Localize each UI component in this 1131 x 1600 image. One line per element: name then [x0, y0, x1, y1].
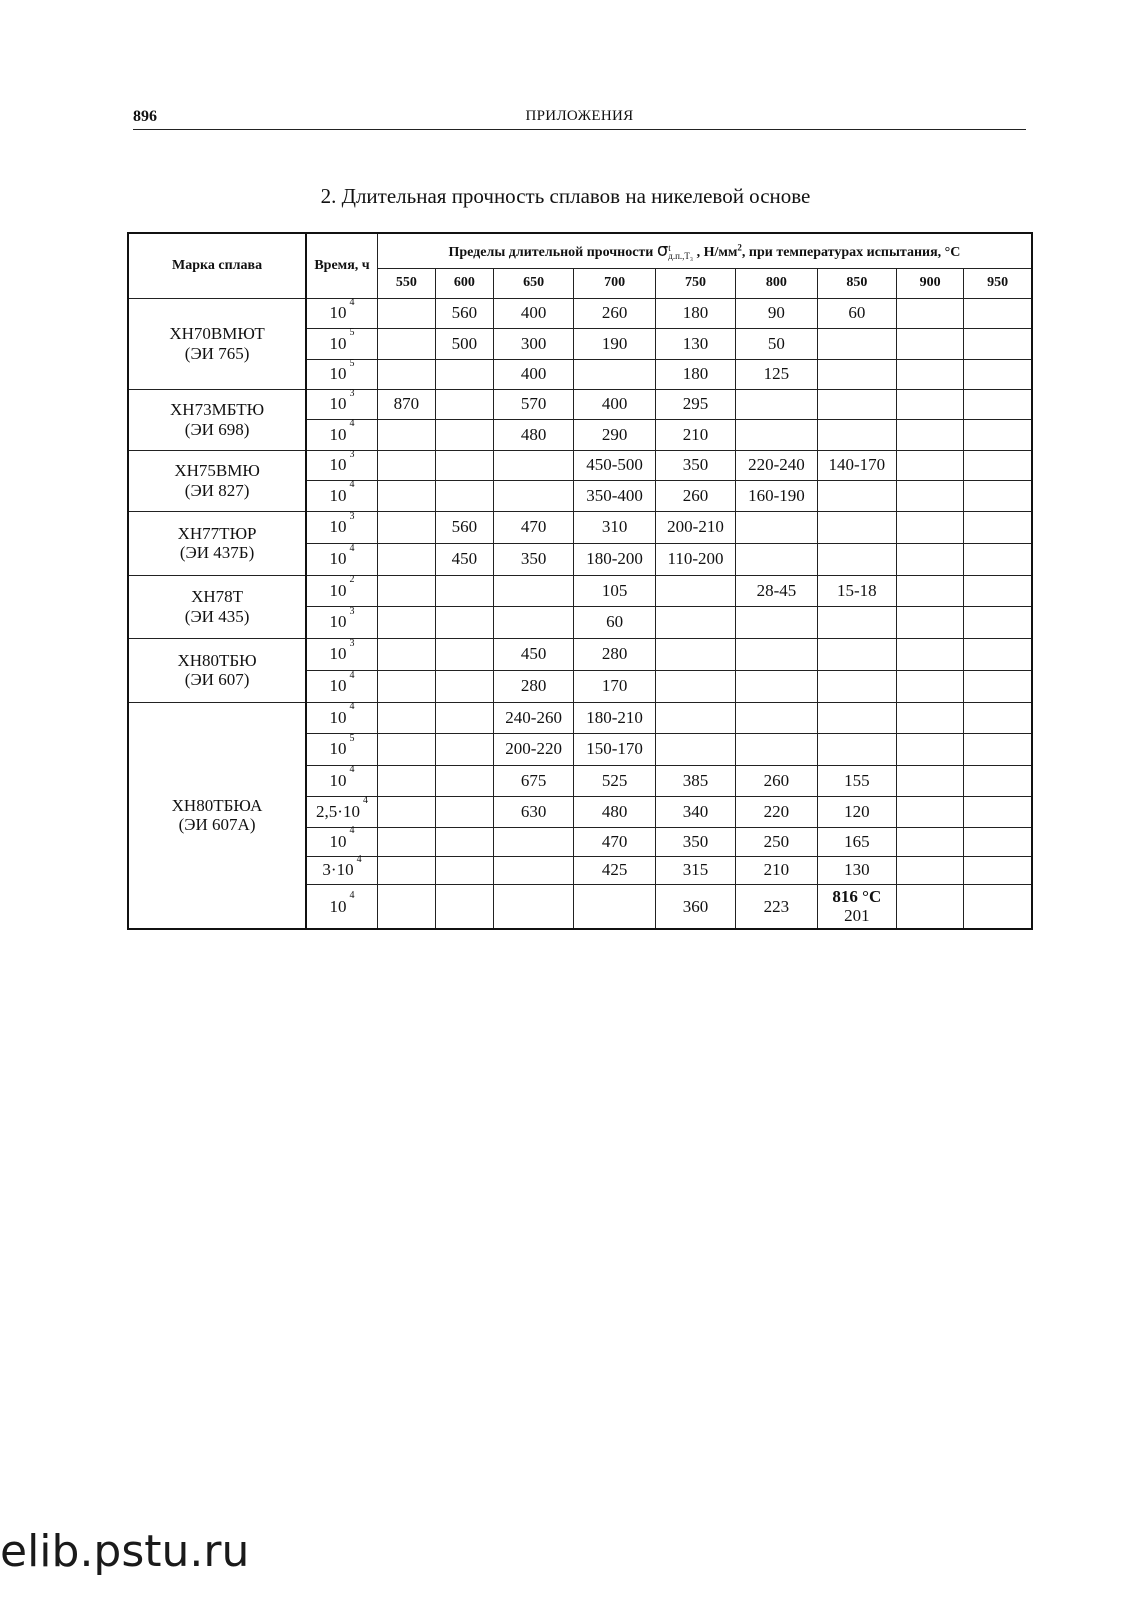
value-cell-800	[736, 606, 817, 638]
value-cell-850	[817, 480, 896, 511]
running-title: ПРИЛОЖЕНИЯ	[525, 108, 634, 124]
value-cell-700: 150-170	[574, 733, 655, 765]
header-temp-600: 600	[435, 268, 493, 298]
header-limits-end: , при температурах испытания, °С	[741, 244, 961, 260]
value-cell-650: 280	[493, 670, 573, 702]
value-cell-550	[377, 884, 435, 929]
value-cell-650: 350	[493, 543, 573, 575]
special-temp-value: 201	[844, 906, 870, 926]
value-cell-650	[493, 606, 573, 638]
time-exponent: 4	[349, 669, 355, 681]
time-cell	[306, 511, 377, 543]
value-cell-750: 350	[655, 827, 735, 856]
alloy-grade-code: (ЭИ 607)	[184, 670, 250, 689]
alloy-grade	[128, 511, 306, 575]
value-cell-600: 560	[435, 511, 493, 543]
value-cell-850	[817, 328, 896, 359]
value-cell-600	[435, 606, 493, 638]
value-cell-950	[964, 450, 1032, 480]
value-cell-750: 200-210	[655, 511, 735, 543]
value-cell-550	[377, 543, 435, 575]
value-cell-850: 140-170	[817, 450, 896, 480]
value-cell-800	[736, 543, 817, 575]
value-cell-600	[435, 450, 493, 480]
sigma-sub: д.п.,T₃	[668, 251, 694, 262]
sigma-symbol: σ	[656, 239, 669, 261]
value-cell-950	[964, 298, 1032, 328]
value-cell-800	[736, 733, 817, 765]
alloy-grade-name: ХН77ТЮР	[177, 523, 257, 543]
value-cell-550	[377, 856, 435, 884]
value-cell-950	[964, 511, 1032, 543]
time-cell	[306, 359, 377, 389]
value-cell-800: 125	[736, 359, 817, 389]
special-temp-label: 816 °С	[832, 887, 882, 907]
value-cell-750	[655, 638, 735, 670]
value-cell-650: 470	[493, 511, 573, 543]
time-cell	[306, 827, 377, 856]
value-cell-550	[377, 638, 435, 670]
alloy-grade-name: ХН70ВМЮТ	[169, 324, 265, 344]
value-cell-900	[897, 389, 964, 419]
time-cell	[306, 702, 377, 733]
time-exponent: 4	[349, 418, 355, 430]
value-cell-850	[817, 419, 896, 450]
value-cell-950	[964, 419, 1032, 450]
value-cell-750: 180	[655, 298, 735, 328]
time-exponent: 4	[349, 542, 355, 554]
time-base: 10	[329, 424, 347, 444]
time-exponent: 3	[349, 510, 355, 522]
alloy-grade	[128, 450, 306, 511]
value-cell-700: 290	[574, 419, 655, 450]
value-cell-550	[377, 606, 435, 638]
time-cell	[306, 796, 377, 827]
value-cell-900	[897, 702, 964, 733]
value-cell-550	[377, 733, 435, 765]
time-base: 10	[329, 770, 347, 790]
time-base: 10	[329, 517, 347, 537]
time-exponent: 4	[362, 795, 368, 807]
time-exponent: 4	[349, 825, 355, 837]
value-cell-700: 480	[574, 796, 655, 827]
alloy-grade-name: ХН73МБТЮ	[170, 400, 265, 420]
time-cell	[306, 606, 377, 638]
value-cell-900	[897, 298, 964, 328]
value-cell-650: 480	[493, 419, 573, 450]
value-cell-950	[964, 796, 1032, 827]
value-cell-600: 500	[435, 328, 493, 359]
time-cell	[306, 884, 377, 929]
value-cell-650: 450	[493, 638, 573, 670]
header-grade: Марка сплава	[128, 233, 306, 298]
value-cell-750: 350	[655, 450, 735, 480]
alloy-grade-name: ХН78Т	[191, 587, 244, 607]
value-cell-550	[377, 827, 435, 856]
time-cell	[306, 298, 377, 328]
time-exponent: 3	[349, 637, 355, 649]
value-cell-900	[897, 638, 964, 670]
value-cell-650	[493, 827, 573, 856]
time-cell	[306, 450, 377, 480]
alloy-grade	[128, 298, 306, 389]
value-cell-850: 120	[817, 796, 896, 827]
value-cell-900	[897, 480, 964, 511]
value-cell-800: 90	[736, 298, 817, 328]
time-exponent: 5	[349, 327, 355, 339]
page-number: 896	[133, 108, 157, 125]
alloy-grade-code: (ЭИ 607А)	[178, 815, 256, 835]
time-cell	[306, 575, 377, 606]
table-row	[128, 511, 1032, 543]
value-cell-600	[435, 419, 493, 450]
value-cell-950	[964, 389, 1032, 419]
value-cell-750: 180	[655, 359, 735, 389]
time-base: 10	[329, 303, 347, 323]
time-exponent: 5	[349, 732, 355, 744]
value-cell-950	[964, 765, 1032, 796]
value-cell-850	[817, 511, 896, 543]
value-cell-600	[435, 480, 493, 511]
value-cell-550	[377, 328, 435, 359]
value-cell-900	[897, 606, 964, 638]
value-cell-600	[435, 765, 493, 796]
time-exponent: 2	[349, 574, 355, 586]
value-cell-900	[897, 543, 964, 575]
value-cell-650	[493, 575, 573, 606]
value-cell-550	[377, 670, 435, 702]
value-cell-750: 315	[655, 856, 735, 884]
value-cell-600	[435, 733, 493, 765]
time-base: 10	[329, 394, 347, 414]
value-cell-600	[435, 638, 493, 670]
alloy-grade-code: (ЭИ 765)	[184, 343, 250, 363]
header-limits-suffix: , Н/мм	[696, 244, 738, 260]
value-cell-800	[736, 670, 817, 702]
value-cell-750: 210	[655, 419, 735, 450]
value-cell-950	[964, 856, 1032, 884]
value-cell-950	[964, 884, 1032, 929]
value-cell-850	[817, 733, 896, 765]
value-cell-600	[435, 359, 493, 389]
value-cell-750: 110-200	[655, 543, 735, 575]
table-row	[128, 450, 1032, 480]
header-limits-pow: 2	[737, 242, 742, 253]
alloy-grade	[128, 638, 306, 702]
value-cell-700: 60	[574, 606, 655, 638]
value-cell-550	[377, 796, 435, 827]
time-cell	[306, 670, 377, 702]
value-cell-800: 250	[736, 827, 817, 856]
value-cell-600	[435, 702, 493, 733]
value-cell-800: 28-45	[736, 575, 817, 606]
value-cell-550	[377, 511, 435, 543]
value-cell-550: 870	[377, 389, 435, 419]
value-cell-950	[964, 733, 1032, 765]
header-limits-prefix: Пределы длительной прочности	[448, 244, 654, 260]
value-cell-700: 190	[574, 328, 655, 359]
value-cell-900	[897, 575, 964, 606]
strength-table	[127, 232, 1033, 930]
value-cell-700: 180-200	[574, 543, 655, 575]
header-temp-650: 650	[493, 268, 573, 298]
value-cell-600	[435, 884, 493, 929]
time-exponent: 3	[349, 387, 355, 399]
value-cell-650: 200-220	[493, 733, 573, 765]
header-temp-900: 900	[897, 268, 964, 298]
time-cell	[306, 389, 377, 419]
value-cell-600: 450	[435, 543, 493, 575]
value-cell-750: 130	[655, 328, 735, 359]
value-cell-850	[817, 606, 896, 638]
time-base: 10	[329, 549, 347, 569]
value-cell-700: 280	[574, 638, 655, 670]
value-cell-900	[897, 450, 964, 480]
value-cell-950	[964, 606, 1032, 638]
value-cell-700: 180-210	[574, 702, 655, 733]
value-cell-900	[897, 511, 964, 543]
value-cell-550	[377, 298, 435, 328]
value-cell-800	[736, 511, 817, 543]
value-cell-650: 630	[493, 796, 573, 827]
value-cell-550	[377, 575, 435, 606]
time-exponent: 3	[349, 605, 355, 617]
value-cell-550	[377, 419, 435, 450]
value-cell-600	[435, 575, 493, 606]
value-cell-800: 223	[736, 884, 817, 929]
alloy-grade-code: (ЭИ 698)	[184, 419, 250, 439]
value-cell-550	[377, 702, 435, 733]
time-base: 10	[329, 455, 347, 475]
value-cell-650: 240-260	[493, 702, 573, 733]
table-row	[128, 575, 1032, 606]
value-cell-950	[964, 359, 1032, 389]
value-cell-750: 360	[655, 884, 735, 929]
time-base: 10	[329, 896, 347, 916]
value-cell-800: 260	[736, 765, 817, 796]
alloy-grade-code: (ЭИ 437Б)	[179, 543, 255, 562]
value-cell-750	[655, 670, 735, 702]
time-base: 10	[329, 644, 347, 664]
time-exponent: 3	[349, 448, 355, 460]
time-cell	[306, 853, 377, 884]
time-base: 10	[329, 676, 347, 696]
time-exponent: 4	[349, 701, 355, 713]
time-base: 3·10	[322, 860, 354, 880]
value-cell-700: 470	[574, 827, 655, 856]
time-cell	[306, 733, 377, 765]
time-exponent: 5	[349, 357, 355, 369]
alloy-grade	[128, 575, 306, 638]
value-cell-800	[736, 702, 817, 733]
source-watermark: elib.pstu.ru	[0, 1526, 250, 1577]
time-base: 10	[329, 612, 347, 632]
value-cell-850	[817, 702, 896, 733]
value-cell-650: 400	[493, 359, 573, 389]
value-cell-950	[964, 328, 1032, 359]
value-cell-800	[736, 419, 817, 450]
value-cell-850	[817, 543, 896, 575]
time-base: 10	[329, 739, 347, 759]
time-base: 10	[329, 707, 347, 727]
time-cell	[306, 543, 377, 575]
value-cell-900	[897, 670, 964, 702]
value-cell-850	[817, 359, 896, 389]
value-cell-750: 340	[655, 796, 735, 827]
value-cell-550	[377, 765, 435, 796]
header-temp-700: 700	[574, 268, 655, 298]
value-cell-600	[435, 796, 493, 827]
value-cell-650: 570	[493, 389, 573, 419]
value-cell-850: 165	[817, 827, 896, 856]
value-cell-900	[897, 856, 964, 884]
value-cell-750	[655, 733, 735, 765]
value-cell-850	[817, 638, 896, 670]
value-cell-650	[493, 450, 573, 480]
value-cell-700: 310	[574, 511, 655, 543]
value-cell-750: 295	[655, 389, 735, 419]
value-cell-950	[964, 827, 1032, 856]
value-cell-650	[493, 480, 573, 511]
alloy-grade-name: ХН75ВМЮ	[174, 461, 260, 481]
value-cell-650: 400	[493, 298, 573, 328]
value-cell-800: 210	[736, 856, 817, 884]
time-base: 10	[329, 831, 347, 851]
value-cell-700: 525	[574, 765, 655, 796]
time-cell	[306, 638, 377, 670]
value-cell-650	[493, 856, 573, 884]
value-cell-700	[574, 884, 655, 929]
value-cell-950	[964, 543, 1032, 575]
value-cell-700: 425	[574, 856, 655, 884]
value-cell-950	[964, 575, 1032, 606]
value-cell-850: 15-18	[817, 575, 896, 606]
time-cell	[306, 480, 377, 511]
value-cell-650: 675	[493, 765, 573, 796]
time-base: 10	[329, 364, 347, 384]
value-cell-700	[574, 359, 655, 389]
time-exponent: 4	[349, 890, 355, 902]
value-cell-600	[435, 389, 493, 419]
value-cell-900	[897, 827, 964, 856]
value-cell-600: 560	[435, 298, 493, 328]
alloy-grade	[128, 702, 306, 929]
value-cell-750	[655, 702, 735, 733]
alloy-grade-code: (ЭИ 435)	[184, 606, 250, 626]
value-cell-550	[377, 450, 435, 480]
time-exponent: 4	[349, 296, 355, 308]
value-cell-750	[655, 575, 735, 606]
value-cell-700: 260	[574, 298, 655, 328]
time-base: 10	[329, 485, 347, 505]
value-cell-900	[897, 419, 964, 450]
value-cell-550	[377, 359, 435, 389]
time-cell	[306, 419, 377, 450]
time-base: 2,5·10	[316, 801, 360, 821]
value-cell-600	[435, 827, 493, 856]
time-exponent: 4	[349, 479, 355, 491]
value-cell-950	[964, 480, 1032, 511]
value-cell-900	[897, 884, 964, 929]
value-cell-850: 130	[817, 856, 896, 884]
value-cell-750: 385	[655, 765, 735, 796]
value-cell-800: 160-190	[736, 480, 817, 511]
alloy-grade	[128, 389, 306, 450]
time-exponent: 4	[349, 764, 355, 776]
alloy-grade-name: ХН80ТБЮА	[171, 796, 263, 816]
alloy-grade-name: ХН80ТБЮ	[177, 650, 257, 670]
header-temp-550: 550	[377, 268, 435, 298]
value-cell-950	[964, 702, 1032, 733]
value-cell-600	[435, 670, 493, 702]
value-cell-700: 105	[574, 575, 655, 606]
table-row	[128, 298, 1032, 328]
value-cell-700: 170	[574, 670, 655, 702]
header-temp-850: 850	[817, 268, 896, 298]
value-cell-600	[435, 856, 493, 884]
value-cell-800: 220	[736, 796, 817, 827]
value-cell-700: 400	[574, 389, 655, 419]
value-cell-950	[964, 638, 1032, 670]
value-cell-900	[897, 328, 964, 359]
time-base: 10	[329, 333, 347, 353]
time-cell	[306, 765, 377, 796]
header-temp-800: 800	[736, 268, 817, 298]
value-cell-800: 50	[736, 328, 817, 359]
running-header	[133, 105, 1026, 130]
value-cell-650: 300	[493, 328, 573, 359]
value-cell-800	[736, 638, 817, 670]
header-temp-750: 750	[655, 268, 735, 298]
table-row	[128, 389, 1032, 419]
header-temp-950: 950	[964, 268, 1032, 298]
value-cell-900	[897, 796, 964, 827]
time-exponent: 4	[356, 853, 362, 865]
value-cell-750	[655, 606, 735, 638]
value-cell-900	[897, 765, 964, 796]
header-limits	[377, 233, 1032, 268]
value-cell-550	[377, 480, 435, 511]
value-cell-850: 155	[817, 765, 896, 796]
value-cell-850	[817, 884, 896, 929]
value-cell-650	[493, 884, 573, 929]
value-cell-800	[736, 389, 817, 419]
table-caption: 2. Длительная прочность сплавов на никелевой основе	[320, 184, 811, 208]
value-cell-850	[817, 389, 896, 419]
value-cell-700: 450-500	[574, 450, 655, 480]
time-base: 10	[329, 580, 347, 600]
header-time: Время, ч	[306, 233, 377, 298]
sigma-sup: t	[668, 243, 671, 254]
value-cell-900	[897, 359, 964, 389]
value-cell-850: 60	[817, 298, 896, 328]
table-row	[128, 702, 1032, 733]
time-cell	[306, 328, 377, 359]
value-cell-850	[817, 670, 896, 702]
value-cell-900	[897, 733, 964, 765]
table-row	[128, 638, 1032, 670]
value-cell-950	[964, 670, 1032, 702]
value-cell-800: 220-240	[736, 450, 817, 480]
alloy-grade-code: (ЭИ 827)	[184, 480, 250, 500]
value-cell-700: 350-400	[574, 480, 655, 511]
value-cell-750: 260	[655, 480, 735, 511]
